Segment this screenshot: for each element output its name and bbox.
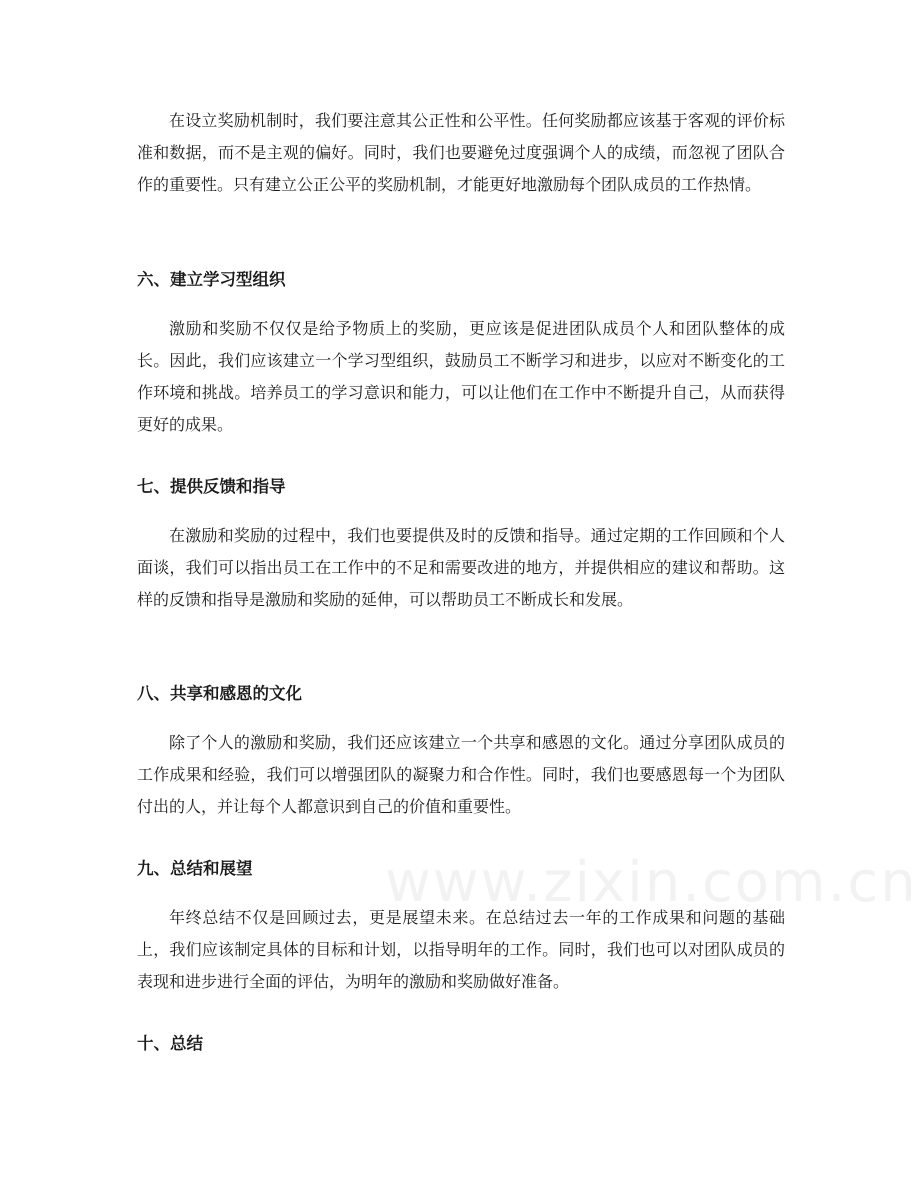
paragraph-block — [137, 520, 785, 616]
paragraph: 在设立奖励机制时，我们要注意其公正性和公平性。任何奖励都应该基于客观的评价标准和数据，而不是主观的偏好。同时，我们也要避免过度强调个人的成绩，而忽视了团队合作的重要性。只有建立公正公平的奖励机制，才能更好地激励每个团队成员的工作热情。 — [137, 111, 785, 194]
section-heading-block — [137, 680, 785, 708]
section-heading-block — [137, 266, 785, 294]
paragraph-block — [137, 105, 785, 201]
section-heading-block — [137, 1030, 785, 1058]
paragraph: 年终总结不仅是回顾过去，更是展望未来。在总结过去一年的工作成果和问题的基础上，我们应该制定具体的目标和计划，以指导明年的工作。同时，我们也可以对团队成员的表现和进步进行全面的评估，为明年的激励和奖励做好准备。 — [137, 908, 785, 991]
paragraph: 激励和奖励不仅仅是给予物质上的奖励，更应该是促进团队成员个人和团队整体的成长。因此，我们应该建立一个学习型组织，鼓励员工不断学习和进步，以应对不断变化的工作环境和挑战。培养员工的学习意识和能力，可以让他们在工作中不断提升自己，从而获得更好的成果。 — [137, 319, 785, 434]
paragraph-block — [137, 727, 785, 823]
paragraph-block — [137, 313, 785, 441]
section-heading-block — [137, 855, 785, 883]
section-heading: 八、共享和感恩的文化 — [137, 684, 302, 703]
paragraph-block — [137, 902, 785, 998]
section-heading-block — [137, 473, 785, 501]
section-heading: 六、建立学习型组织 — [137, 270, 286, 289]
section-heading: 九、总结和展望 — [137, 859, 253, 878]
section-heading: 七、提供反馈和指导 — [137, 477, 286, 496]
watermark-text: www.zixin.com.cn — [385, 850, 918, 915]
paragraph: 除了个人的激励和奖励，我们还应该建立一个共享和感恩的文化。通过分享团队成员的工作成果和经验，我们可以增强团队的凝聚力和合作性。同时，我们也要感恩每一个为团队付出的人，并让每个人都意识到自己的价值和重要性。 — [137, 733, 785, 816]
paragraph: 在激励和奖励的过程中，我们也要提供及时的反馈和指导。通过定期的工作回顾和个人面谈，我们可以指出员工在工作中的不足和需要改进的地方，并提供相应的建议和帮助。这样的反馈和指导是激励和奖励的延伸，可以帮助员工不断成长和发展。 — [137, 526, 785, 609]
section-heading: 十、总结 — [137, 1034, 203, 1053]
